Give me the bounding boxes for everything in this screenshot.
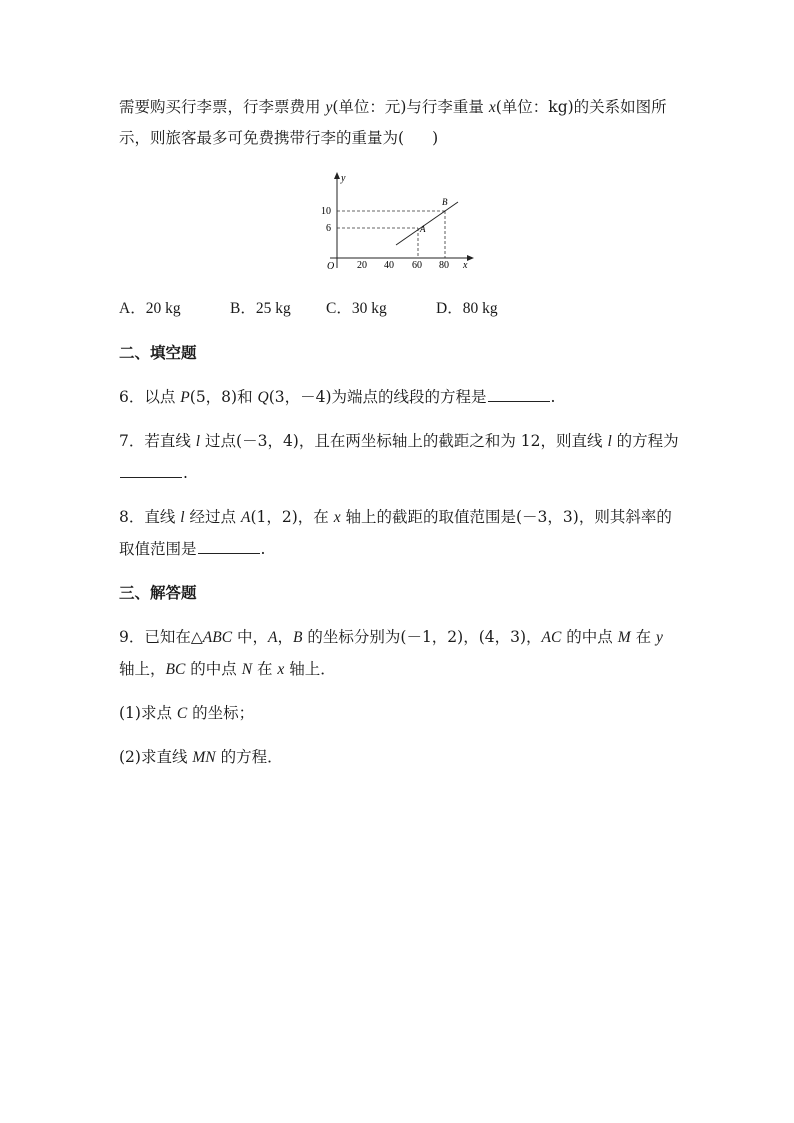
q7-text: 过点(－3，4)，且在两坐标轴上的截距之和为 12，则直线 (200, 432, 608, 450)
y-axis-label: y (341, 173, 346, 184)
option-c: C．30 kg (326, 300, 387, 317)
q9-sub2 (119, 747, 283, 768)
var-x: x (277, 661, 285, 678)
section-solve-title: 三、解答题 (119, 584, 197, 602)
q6-text: (5，8)和 (189, 388, 258, 406)
q7-text: 7．若直线 (119, 432, 196, 450)
point-a: A (240, 509, 251, 526)
option-b: B．25 kg (230, 300, 291, 317)
fee-line (396, 202, 458, 245)
q9-line2 (119, 659, 336, 680)
q9-text: 轴上， (119, 660, 166, 678)
point-c: C (176, 705, 188, 722)
point-p: P (180, 389, 190, 406)
q9-text: 轴上． (284, 660, 336, 678)
var-y: y (325, 99, 333, 116)
line-l: l (607, 433, 612, 450)
answer-blank (198, 539, 260, 554)
point-m: M (617, 629, 631, 646)
answer-blank (120, 463, 182, 478)
fee-weight-graph (312, 170, 482, 274)
var-x: x (333, 509, 341, 526)
point-n: N (241, 661, 253, 678)
q8-text: 8．直线 (119, 508, 181, 526)
line-l: l (195, 433, 201, 450)
q7-text: 的方程为 (611, 432, 679, 450)
q7-line2 (119, 463, 188, 483)
point-a: A (268, 629, 278, 646)
q9-text: 的方程． (215, 748, 283, 766)
segment-bc: BC (165, 661, 186, 678)
q6-line (119, 387, 555, 408)
q9-text: 的坐标； (187, 704, 255, 722)
section-fill-in-title: 二、填空题 (119, 344, 197, 362)
q8-text: 轴上的截距的取值范围是(－3，3)，则其斜率的 (340, 508, 672, 526)
point-a-label: A (420, 224, 426, 234)
answer-blank (488, 387, 550, 402)
q9-text: (2)求直线 (119, 748, 193, 766)
q8-line2 (119, 539, 265, 559)
var-x: x (488, 99, 496, 116)
q5-text: 需要购买行李票，行李票费用 (119, 98, 326, 116)
segment-ac: AC (541, 629, 562, 646)
q7-text: . (183, 464, 188, 482)
q6-text: (3，－4)为端点的线段的方程是 (268, 388, 487, 406)
line-mn: MN (192, 749, 216, 766)
q9-text: 的中点 (561, 628, 618, 646)
y-tick-label: 6 (326, 223, 331, 234)
x-axis-label: x (463, 260, 468, 271)
q9-text: ， (277, 628, 293, 646)
x-tick-label: 20 (357, 260, 367, 271)
q8-line1 (119, 507, 672, 528)
q5-stem-line1 (119, 97, 667, 118)
x-axis-arrow (467, 255, 474, 261)
q5-text: (单位：元)与行李重量 (332, 98, 489, 116)
origin-label: O (327, 261, 335, 272)
q8-text: . (260, 540, 266, 558)
point-b-label: B (442, 197, 448, 207)
point-b: B (293, 629, 303, 646)
line-l: l (180, 509, 185, 526)
x-tick-label: 40 (384, 260, 394, 271)
y-axis-arrow (334, 172, 340, 179)
q9-text: 在 (252, 660, 278, 678)
q7-line1 (119, 431, 679, 452)
q6-text: . (550, 388, 556, 406)
q9-text: 的中点 (185, 660, 242, 678)
q5-text: ) (432, 129, 439, 147)
q5-stem-line2 (119, 128, 438, 148)
q8-text: 经过点 (184, 508, 241, 526)
option-a: A．20 kg (119, 300, 181, 317)
q8-text: 取值范围是 (119, 540, 197, 558)
q9-text: 的坐标分别为(－1，2)，(4，3)， (302, 628, 542, 646)
x-tick-label: 60 (412, 260, 422, 271)
q8-text: (1，2)，在 (250, 508, 334, 526)
q9-text: 在 (630, 628, 656, 646)
q5-text: (单位：kg)的关系如图所 (495, 98, 667, 116)
y-tick-label: 10 (321, 206, 331, 217)
q9-text: 9．已知在△ (119, 628, 203, 646)
q9-text: 中， (232, 628, 269, 646)
q9-line1 (119, 627, 663, 648)
var-y: y (656, 629, 663, 646)
q9-text: (1)求点 (119, 704, 177, 722)
point-q: Q (257, 389, 269, 406)
option-d: D．80 kg (436, 300, 498, 317)
q9-sub1 (119, 703, 254, 724)
triangle-abc: ABC (202, 629, 233, 646)
x-tick-label: 80 (439, 260, 449, 271)
q5-text: 示，则旅客最多可免费携带行李的重量为( (119, 129, 405, 147)
q6-text: 6．以点 (119, 388, 181, 406)
